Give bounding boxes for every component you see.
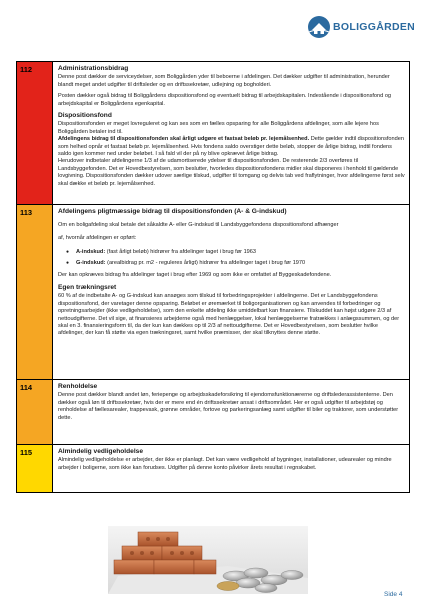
list-item xyxy=(76,260,405,267)
bold-text: G-indskud: xyxy=(76,260,106,267)
table-row-115 xyxy=(17,445,409,493)
subsection-title: Egen trækningsret xyxy=(58,283,117,291)
paragraph: Denne post dækker blandt andet løn, feriepenge og arbejdsskadeforsikring til ejendomsfunktionærerne og driftslederassistenterne. Den dækker også løn til driftssekretær, hvis der er mere end én driftssekretær ansat i driftsområdet. Her er også udgifter til arbejdstøj og renholdelse af fællesarealer, trappevask, grønne områder, fortove og parkeringsanlæg samt udgifter til biler og traktorer, som understøtter dette. xyxy=(58,392,399,421)
table-row-114 xyxy=(17,380,409,445)
account-description xyxy=(53,380,409,444)
logo-icon xyxy=(307,15,331,39)
paragraph: Herudover indbetaler afdelingerne 1/3 af de udamortiserede ydelser til dispositionsfonden. De resterende 2/3 overføres til Landsbyggefonden. Det er Hovedbestyrelsen, som beslutter, hvorledes dispositionsfondens midler skal disponeres i henhold til gældende lovgivning. Dispositionsfonden dækker udover særlige tilskud, udgifter til tomgang og delvis tab ved fraflytninger, hvor afdelingerne først selv skal dække et beløb pr. lejemålsenhed. xyxy=(58,158,405,187)
table-row-112 xyxy=(17,62,409,205)
account-number: 113 xyxy=(17,205,53,379)
account-number: 114 xyxy=(17,380,53,444)
paragraph: Der kan opkræves bidrag fra afdelinger taget i brug efter 1969 og som ikke er omfattet af Byggeskadefondene. xyxy=(58,271,332,278)
paragraph-text: Dette gælder indtil dispositionsfonden som helhed opnår et fastsat beløb pr. lejemålsenhed. Hvis fondens saldo overstiger dette beløb, stopper de årlige bidrag, indtil fondens saldo igen kommer ned under beløbet. I så fald vil der på ny blive opkrævet årlige bidrag. xyxy=(58,136,404,158)
paragraph: Denne post dækker de serviceydelser, som Boliggården yder til beboerne i afdelingen. Det dækker udgifter til administration, herunder blandt meget andet udgifter til driftsleder og en driftssekretær, udlejning og bogholderi. xyxy=(58,74,390,88)
bold-text: Afdelingens bidrag til dispositionsfonden skal årligt udgøre et fastsat beløb pr. lejemålsenhed. xyxy=(58,136,310,143)
paragraph: Om en boligafdeling skal betale det såkaldte A- eller G-indskud til Landsbyggefondens dispositionsfond afhænger xyxy=(58,221,339,228)
account-number: 112 xyxy=(17,62,53,204)
section-title: Afdelingens pligtmæssige bidrag til dispositionsfonden (A- & G-indskud) xyxy=(58,208,287,215)
table-row-113 xyxy=(17,205,409,380)
section-title: Almindelig vedligeholdelse xyxy=(58,448,144,455)
account-number: 115 xyxy=(17,445,53,492)
bold-text: A-indskud: xyxy=(76,248,106,255)
paragraph: Dispositionsfonden er meget lovreguleret og kan ses som en fælles opsparing for alle Boliggårdens afdelinger, som alle lejere hos Boliggården betaler ind til. xyxy=(58,121,379,135)
list-item xyxy=(76,249,405,256)
paragraph xyxy=(58,136,405,158)
account-description xyxy=(53,62,409,204)
paragraph: Posten dækker også bidrag til Boliggårdens dispositionsfond og eventuelt bidrag til arbejdskapitalen. Indestående i dispositionsfond og arbejdskapital er Boliggårdens egenkapital. xyxy=(58,93,392,107)
list-item-text: (arealbidrag pr. m2 - reguleres årligt) hidrører fra afdelinger taget i brug før 1970 xyxy=(105,260,306,267)
paragraph: 60 % af de indbetalte A- og G-indskud kan ansøges som tilskud til forbedringsprojekter i afdelingerne. Det er Landsbyggefondens dispositionsfond, der varetager denne opsparing. Beløbet er øremærket til boligorganisationen og kan anvendes til forbedringer og opretningsarbejder (ikke vedligeholdelse), som den enkelte afdeling ikke umiddelbart kan finansiere. Tilskuddet kan højst udgøre 2/3 af nettoudgifterne. Det vil sige, at finansieres arbejderne også med henlæggelser, lokal henlæggelserne fratrækkes i anlægssummen, og der skal en 3. finansieringsform til, da der kun kan dækkes op til 2/3 af nettoudgifterne. Det er Hovedbestyrelsen, som beslutter hvilke afdelinger, der kan få støtte via egen trækningsret, samt hvilke præmisser, der skal tilknyttes denne støtte. xyxy=(58,293,400,337)
account-description xyxy=(53,205,409,379)
bullet-list xyxy=(58,249,405,268)
account-description xyxy=(53,445,409,492)
section-title: Administrationsbidrag xyxy=(58,65,129,72)
paragraph: af, hvornår afdelingen er opført: xyxy=(58,235,137,242)
list-item-text: (fast årligt beløb) hidrører fra afdelinger taget i brug før 1963 xyxy=(105,248,257,255)
paragraph: Almindelig vedligeholdelse er arbejder, der ikke er planlagt. Det kan være vedligehold af bygninger, installationer, udearealer og mindre arbejder i boligerne, som ikke kan forudses. Udgifter på denne konto påvirker årets resultat i regnskabet. xyxy=(58,457,392,471)
subsection-title: Dispositionsfond xyxy=(58,112,112,120)
budget-accounts-table xyxy=(16,61,410,493)
boliggaarden-logo xyxy=(307,15,415,39)
bricks-and-coins-photo xyxy=(108,526,308,594)
section-title: Renholdelse xyxy=(58,383,98,390)
page-number: Side 4 xyxy=(384,591,403,598)
logo-wordmark: BOLIGGÅRDEN xyxy=(333,21,416,33)
